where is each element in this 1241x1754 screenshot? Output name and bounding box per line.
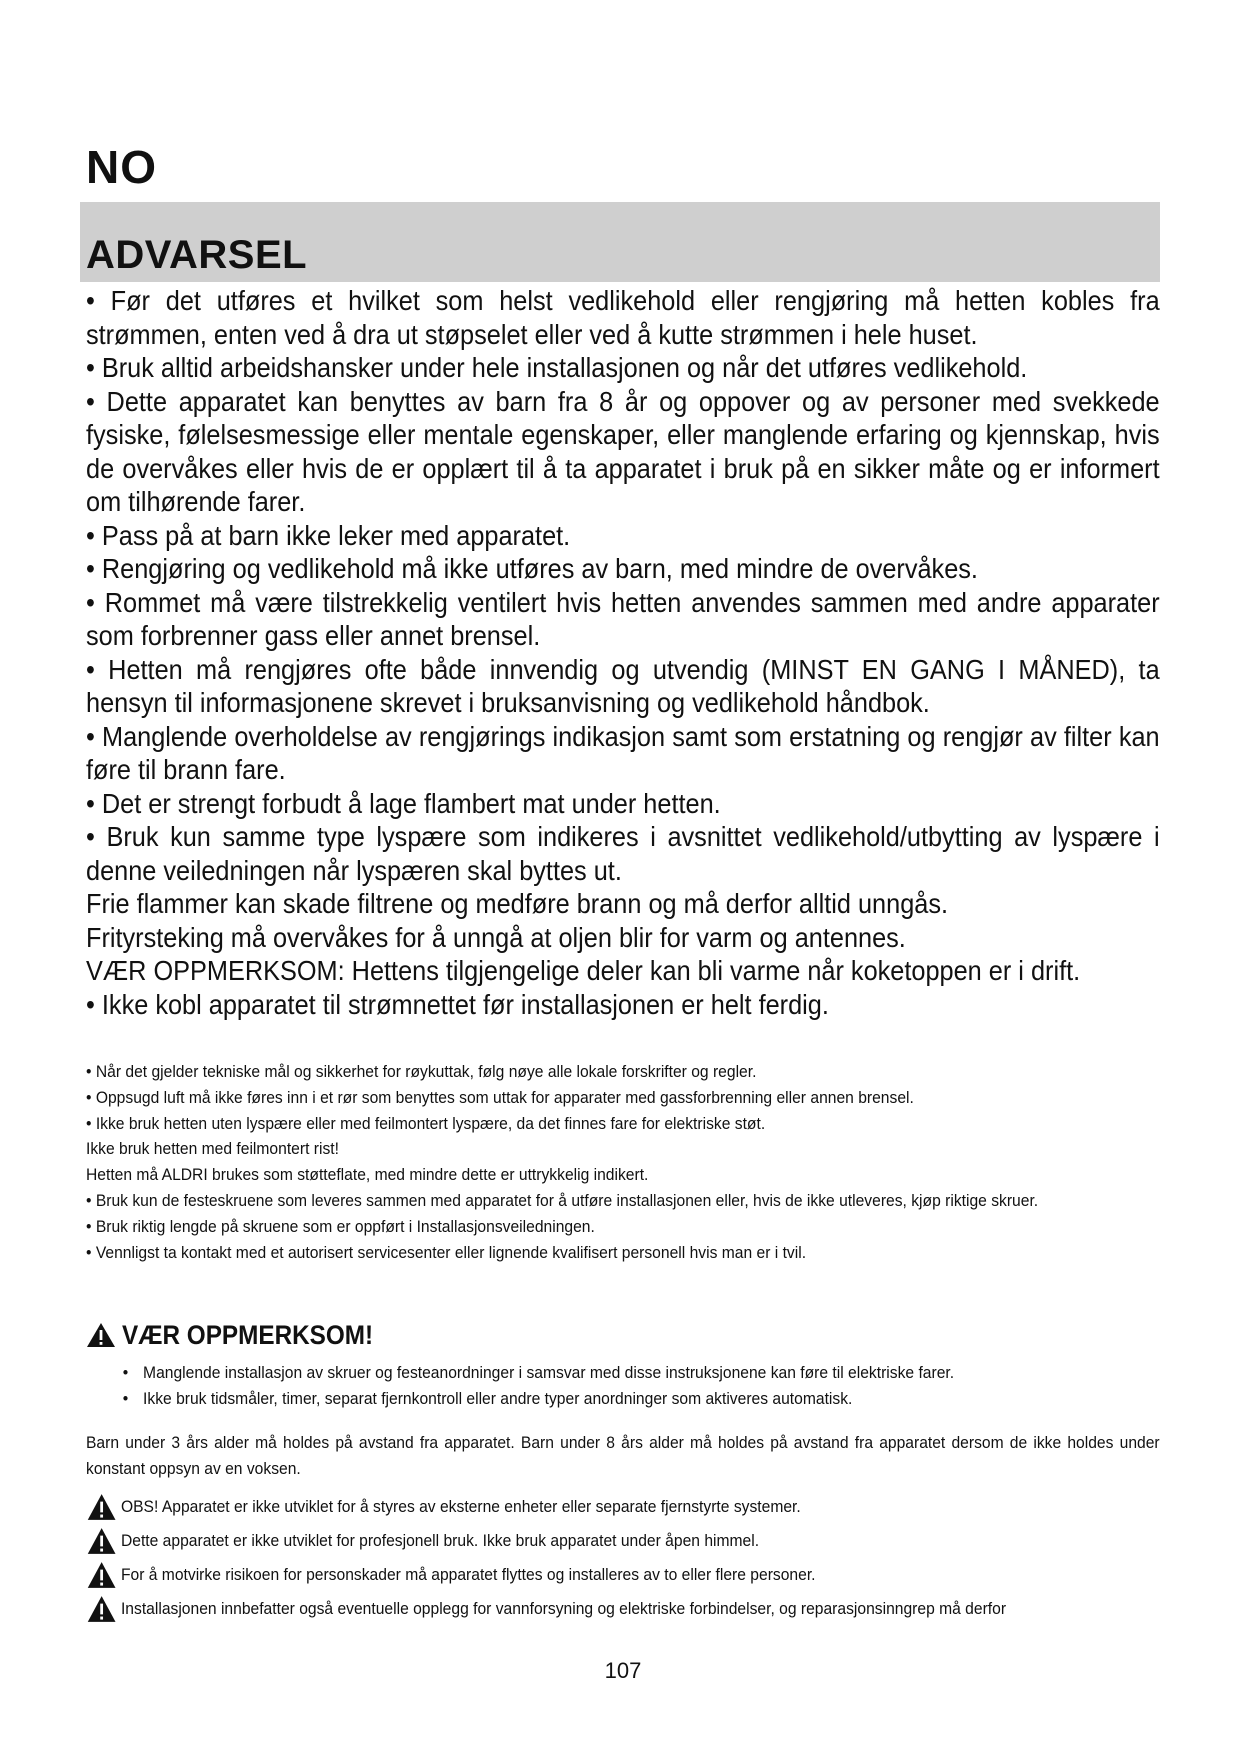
section-title: ADVARSEL bbox=[86, 233, 308, 277]
main-paragraph: • Før det utføres et hvilket som helst vedlikehold eller rengjøring må hetten kobles fra strømmen, enten ved å dra ut støpselet eller ved å kutte strømmen i hele huset. bbox=[86, 285, 1160, 350]
warning-line-text: Installasjonen innbefatter også eventuelle opplegg for vannforsyning og elektriske forbindelser, og reparasjonsinngrep må derfor bbox=[120, 1599, 1007, 1618]
small-print-warnings bbox=[86, 1059, 1160, 1265]
caution-item: • Manglende installasjon av skruer og festeanordninger i samsvar med disse instruksjonene kan føre til elektriske farer. bbox=[143, 1360, 1155, 1386]
small-paragraph: • Bruk riktig lengde på skruene som er oppført i Installasjonsveiledningen. bbox=[86, 1216, 595, 1236]
main-paragraph: • Manglende overholdelse av rengjørings indikasjon samt som erstatning og rengjør av filter kan føre til brann fare. bbox=[86, 720, 1160, 785]
main-paragraph: • Bruk alltid arbeidshansker under hele installasjonen og når det utføres vedlikehold. bbox=[86, 352, 1028, 383]
small-paragraph: • Når det gjelder tekniske mål og sikkerhet for røykuttak, følg nøye alle lokale forskrifter og regler. bbox=[86, 1062, 757, 1081]
main-paragraph: • Hetten må rengjøres ofte både innvendig og utvendig (MINST EN GANG I MÅNED), ta hensyn til informasjonene skrevet i bruksanvisning og vedlikehold håndbok. bbox=[86, 653, 1160, 718]
warning-triangle-icon bbox=[86, 1527, 117, 1555]
warning-triangle-icon bbox=[86, 1322, 116, 1348]
small-paragraph: • Oppsugd luft må ikke føres inn i et rør som benyttes som uttak for apparater med gassforbrenning eller annen brensel. bbox=[86, 1087, 914, 1107]
caution-block bbox=[86, 1318, 1160, 1412]
main-paragraph: VÆR OPPMERKSOM: Hettens tilgjengelige deler kan bli varme når koketoppen er i drift. bbox=[86, 955, 1081, 986]
main-paragraph: • Rommet må være tilstrekkelig ventilert hvis hetten anvendes sammen med andre apparater som forbrenner gass eller annet brensel. bbox=[86, 586, 1160, 651]
main-paragraph: • Bruk kun samme type lyspære som indikeres i avsnittet vedlikehold/utbytting av lyspære i denne veiledningen når lyspæren skal byttes ut. bbox=[86, 821, 1160, 886]
warning-line-text: Dette apparatet er ikke utviklet for profesjonell bruk. Ikke bruk apparatet under åpen himmel. bbox=[120, 1531, 760, 1550]
page-number: 107 bbox=[604, 1658, 642, 1683]
small-paragraph: • Bruk kun de festeskruene som leveres sammen med apparatet for å utføre installasjonen eller, hvis de ikke utleveres, kjøp riktige skruer. bbox=[86, 1190, 1039, 1210]
warning-lines bbox=[86, 1490, 1160, 1626]
children-note bbox=[86, 1430, 1160, 1482]
small-paragraph: • Ikke bruk hetten uten lyspære eller med feilmontert lyspære, da det finnes fare for elektriske støt. bbox=[86, 1113, 766, 1133]
language-code: NO bbox=[86, 141, 157, 193]
warning-line bbox=[86, 1490, 1160, 1524]
main-warnings bbox=[86, 284, 1160, 1021]
small-paragraph: Ikke bruk hetten med feilmontert rist! bbox=[86, 1139, 339, 1159]
section-banner bbox=[80, 202, 1160, 282]
main-paragraph: • Det er strengt forbudt å lage flambert mat under hetten. bbox=[86, 787, 721, 819]
warning-triangle-icon bbox=[86, 1595, 117, 1623]
caution-heading bbox=[86, 1318, 1160, 1352]
caution-title: VÆR OPPMERKSOM! bbox=[122, 1319, 374, 1350]
main-paragraph: • Ikke kobl apparatet til strømnettet før installasjonen er helt ferdig. bbox=[86, 988, 829, 1020]
warning-triangle-icon bbox=[86, 1493, 117, 1521]
main-paragraph: • Dette apparatet kan benyttes av barn fra 8 år og oppover og av personer med svekkede fysiske, følelsesmessige eller mentale egenskaper, eller manglende erfaring og kjennskap, hvis de overvåkes eller hvis de er opplært til å ta apparatet i bruk på en sikker måte og er informert om tilhørende farer. bbox=[86, 385, 1160, 517]
warning-triangle-icon bbox=[86, 1561, 117, 1589]
small-paragraph: • Vennligst ta kontakt med et autorisert servicesenter eller lignende kvalifisert personell hvis man er i tvil. bbox=[86, 1242, 807, 1262]
caution-item: • Ikke bruk tidsmåler, timer, separat fjernkontroll eller andre typer anordninger som aktiveres automatisk. bbox=[143, 1386, 1155, 1412]
warning-line-text: For å motvirke risikoen for personskader må apparatet flyttes og installeres av to eller flere personer. bbox=[120, 1565, 816, 1584]
caution-list bbox=[86, 1360, 1155, 1412]
warning-line bbox=[86, 1592, 1160, 1626]
main-paragraph: Frityrsteking må overvåkes for å unngå at oljen blir for varm og antennes. bbox=[86, 921, 906, 953]
warning-line bbox=[86, 1558, 1160, 1592]
warning-line bbox=[86, 1524, 1160, 1558]
main-paragraph: • Pass på at barn ikke leker med apparatet. bbox=[86, 519, 571, 551]
children-note-text: Barn under 3 års alder må holdes på avstand fra apparatet. Barn under 8 års alder må holdes på avstand fra apparatet dersom de ikke holdes under konstant oppsyn av en voksen. bbox=[86, 1433, 1160, 1478]
warning-line-text: OBS! Apparatet er ikke utviklet for å styres av eksterne enheter eller separate fjernstyrte systemer. bbox=[120, 1497, 801, 1516]
main-paragraph: Frie flammer kan skade filtrene og medføre brann og må derfor alltid unngås. bbox=[86, 888, 949, 919]
small-paragraph: Hetten må ALDRI brukes som støtteflate, med mindre dette er uttrykkelig indikert. bbox=[86, 1165, 649, 1185]
main-paragraph: • Rengjøring og vedlikehold må ikke utføres av barn, med mindre de overvåkes. bbox=[86, 553, 978, 584]
